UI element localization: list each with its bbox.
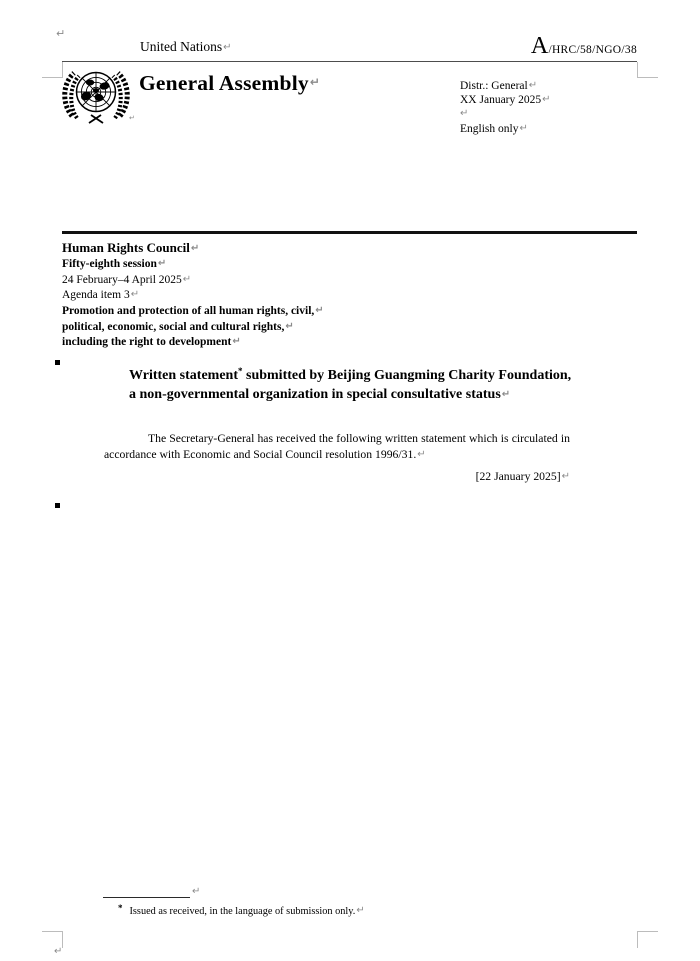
boundary-mark-bottom-left-h [42,931,62,932]
council-label: Human Rights Council [62,240,190,255]
agenda-title-line [62,321,294,333]
statement-title-lead: Written statement [129,368,238,383]
footnote-separator [103,897,190,898]
footnote-text: Issued as received, in the language of submission only. [129,906,356,917]
empty-line [460,107,551,121]
paragraph-mark: ↵ [315,305,324,316]
paragraph-mark: ↵ [157,258,167,269]
paragraph-mark: ↵ [232,336,241,347]
paragraph-mark: ↵ [519,122,528,134]
paragraph-mark: ↵ [460,108,469,120]
paragraph-mark: ↵ [561,471,570,482]
object-anchor-mark: ↵ [129,114,135,122]
doc-symbol-series: A [530,33,549,59]
received-date [104,470,570,483]
boundary-mark-bottom-right-h [637,931,658,932]
paragraph-mark: ↵ [356,905,365,916]
doc-symbol-number: /HRC/58/NGO/38 [548,44,637,56]
statement-body-text: The Secretary-General has received the following written statement which is circulated in accordance with Economic and Social Council resolution 1996/31. [104,432,570,461]
footnote [104,903,365,917]
paragraph-mark: ↵ [542,94,551,106]
boundary-mark-top-right-v [637,62,638,78]
agenda-title-text: including the right to development [62,336,232,348]
session-label: Fifty-eighth session [62,258,157,270]
boundary-mark-top-right-h [637,77,658,78]
paragraph-mark: ↵ [192,886,201,897]
footnote-marker: * [118,903,123,913]
agenda-title-text: political, economic, social and cultural rights, [62,320,285,333]
masthead-title [139,71,320,96]
paragraph-mark: ↵ [501,389,511,401]
paragraph-mark: ↵ [223,42,232,53]
doc-symbol [531,34,637,58]
distr-text: Distr.: General [460,80,528,92]
council-heading [62,240,199,256]
date-line [460,93,551,107]
session-dates-label: 24 February–4 April 2025 [62,273,182,286]
paragraph-mark: ↵ [182,273,192,285]
paragraph-mark: ↵ [130,289,140,300]
agenda-title-line [62,336,241,348]
un-emblem-icon [59,66,133,131]
masthead-title-label: General Assembly [139,71,309,95]
session-dates-line [62,274,191,286]
org-name-label: United Nations [140,39,223,54]
distr-line [460,79,551,93]
agenda-item-label: Agenda item 3 [62,289,130,301]
org-name [140,39,232,55]
agenda-title-line [62,305,324,317]
language-text: English only [460,122,519,135]
header-rule [62,61,637,62]
statement-title-rest: submitted by Beijing Guangming Charity Foundation, a non-governmental organization in special consultative status [129,368,572,403]
paragraph-mark: ↵ [285,320,294,332]
section-rule [62,231,637,234]
statement-title [129,362,573,405]
date-text: XX January 2025 [460,94,542,107]
agenda-item-line [62,289,139,301]
paragraph-mark: ↵ [528,80,538,91]
boundary-mark-bottom-right-v [637,931,638,948]
paragraph-mark: ↵ [417,448,426,460]
footnote-reference: * [238,366,243,376]
paragraph-mark: ↵ [309,75,321,89]
language-line [460,122,551,136]
keep-with-next-marker [55,360,60,365]
paragraph-mark: ↵ [56,27,66,40]
paragraph-mark: ↵ [190,243,200,254]
keep-with-next-marker [55,503,60,508]
distribution-block [460,79,551,136]
session-line [62,258,166,270]
agenda-title-text: Promotion and protection of all human rights, civil, [62,305,315,317]
received-date-text: [22 January 2025] [475,470,561,483]
paragraph-mark: ↵ [54,946,63,957]
statement-body [104,431,570,462]
